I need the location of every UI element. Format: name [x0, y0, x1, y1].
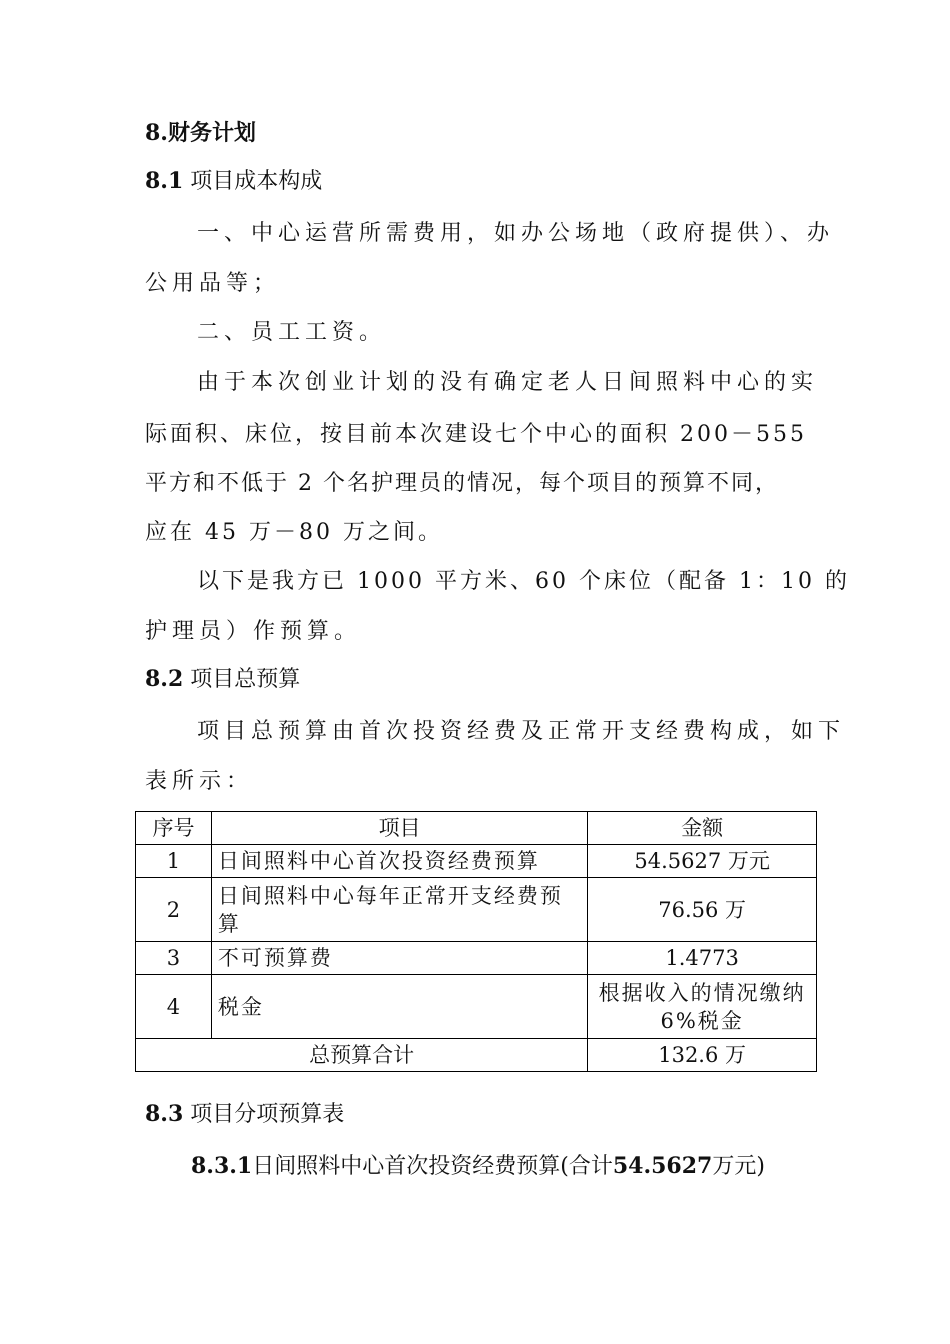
subsection-total: 54.5627 [612, 1153, 713, 1179]
section-heading-8: 8.财务计划 [145, 120, 256, 146]
amount-cell: 根据收入的情况缴纳 6%税金 [588, 975, 817, 1039]
section-heading-8-3 [145, 1099, 344, 1130]
amount-cell: 54.5627 万元 [588, 845, 817, 878]
subsection-heading-8-3-1 [191, 1151, 765, 1182]
subsection-number: 8.3.1 [191, 1153, 253, 1179]
item-cell: 不可预算费 [211, 942, 587, 975]
paragraph-line: 项目总预算由首次投资经费及正常开支经费构成，如下 [197, 719, 846, 744]
paragraph-line: 表所示： [145, 769, 254, 794]
paragraph-line: 平方和不低于 2 个名护理员的情况，每个项目的预算不同， [145, 471, 779, 496]
paragraph-line: 护理员）作预算。 [145, 619, 362, 644]
row-number-cell: 2 [136, 878, 212, 942]
paragraph-line: 以下是我方已 1000 平方米、60 个床位（配备 1：10 的 [197, 569, 850, 594]
paragraph-line: 一、中心运营所需费用，如办公场地（政府提供）、办 [197, 221, 835, 246]
budget-table [135, 811, 817, 1072]
table-row [136, 975, 817, 1039]
amount-cell: 1.4773 [588, 942, 817, 975]
section-heading-8-1 [145, 166, 322, 197]
paragraph-line: 二、员工工资。 [197, 320, 387, 345]
total-label-cell: 总预算合计 [136, 1039, 588, 1072]
row-number-cell: 4 [136, 975, 212, 1039]
table-row [136, 845, 817, 878]
section-title: 项目总预算 [190, 667, 301, 692]
subsection-title: 日间照料中心首次投资经费预算(合计 [252, 1154, 613, 1179]
item-cell: 税金 [211, 975, 587, 1039]
row-number-cell: 1 [136, 845, 212, 878]
section-number: 8.2 [145, 666, 184, 692]
item-cell: 日间照料中心每年正常开支经费预算 [211, 878, 587, 942]
item-cell: 日间照料中心首次投资经费预算 [211, 845, 587, 878]
total-amount-cell: 132.6 万 [588, 1039, 817, 1072]
paragraph-line: 应在 45 万－80 万之间。 [145, 520, 443, 545]
section-heading-8-2 [145, 664, 300, 695]
table-header-row [136, 812, 817, 845]
header-cell: 项目 [211, 812, 587, 845]
table-total-row [136, 1039, 817, 1072]
subsection-title-end: 万元) [712, 1154, 765, 1179]
header-cell: 序号 [136, 812, 212, 845]
paragraph-line: 公用品等； [145, 271, 281, 296]
section-number: 8.1 [145, 168, 184, 194]
table-row [136, 942, 817, 975]
row-number-cell: 3 [136, 942, 212, 975]
section-number: 8.3 [145, 1101, 184, 1127]
paragraph-line: 际面积、床位，按目前本次建设七个中心的面积 200－555 [145, 422, 807, 447]
header-cell: 金额 [588, 812, 817, 845]
section-title: 项目分项预算表 [190, 1102, 345, 1127]
paragraph-line: 由于本次创业计划的没有确定老人日间照料中心的实 [197, 370, 819, 395]
table-row [136, 878, 817, 942]
amount-cell: 76.56 万 [588, 878, 817, 942]
section-title: 项目成本构成 [190, 169, 323, 194]
